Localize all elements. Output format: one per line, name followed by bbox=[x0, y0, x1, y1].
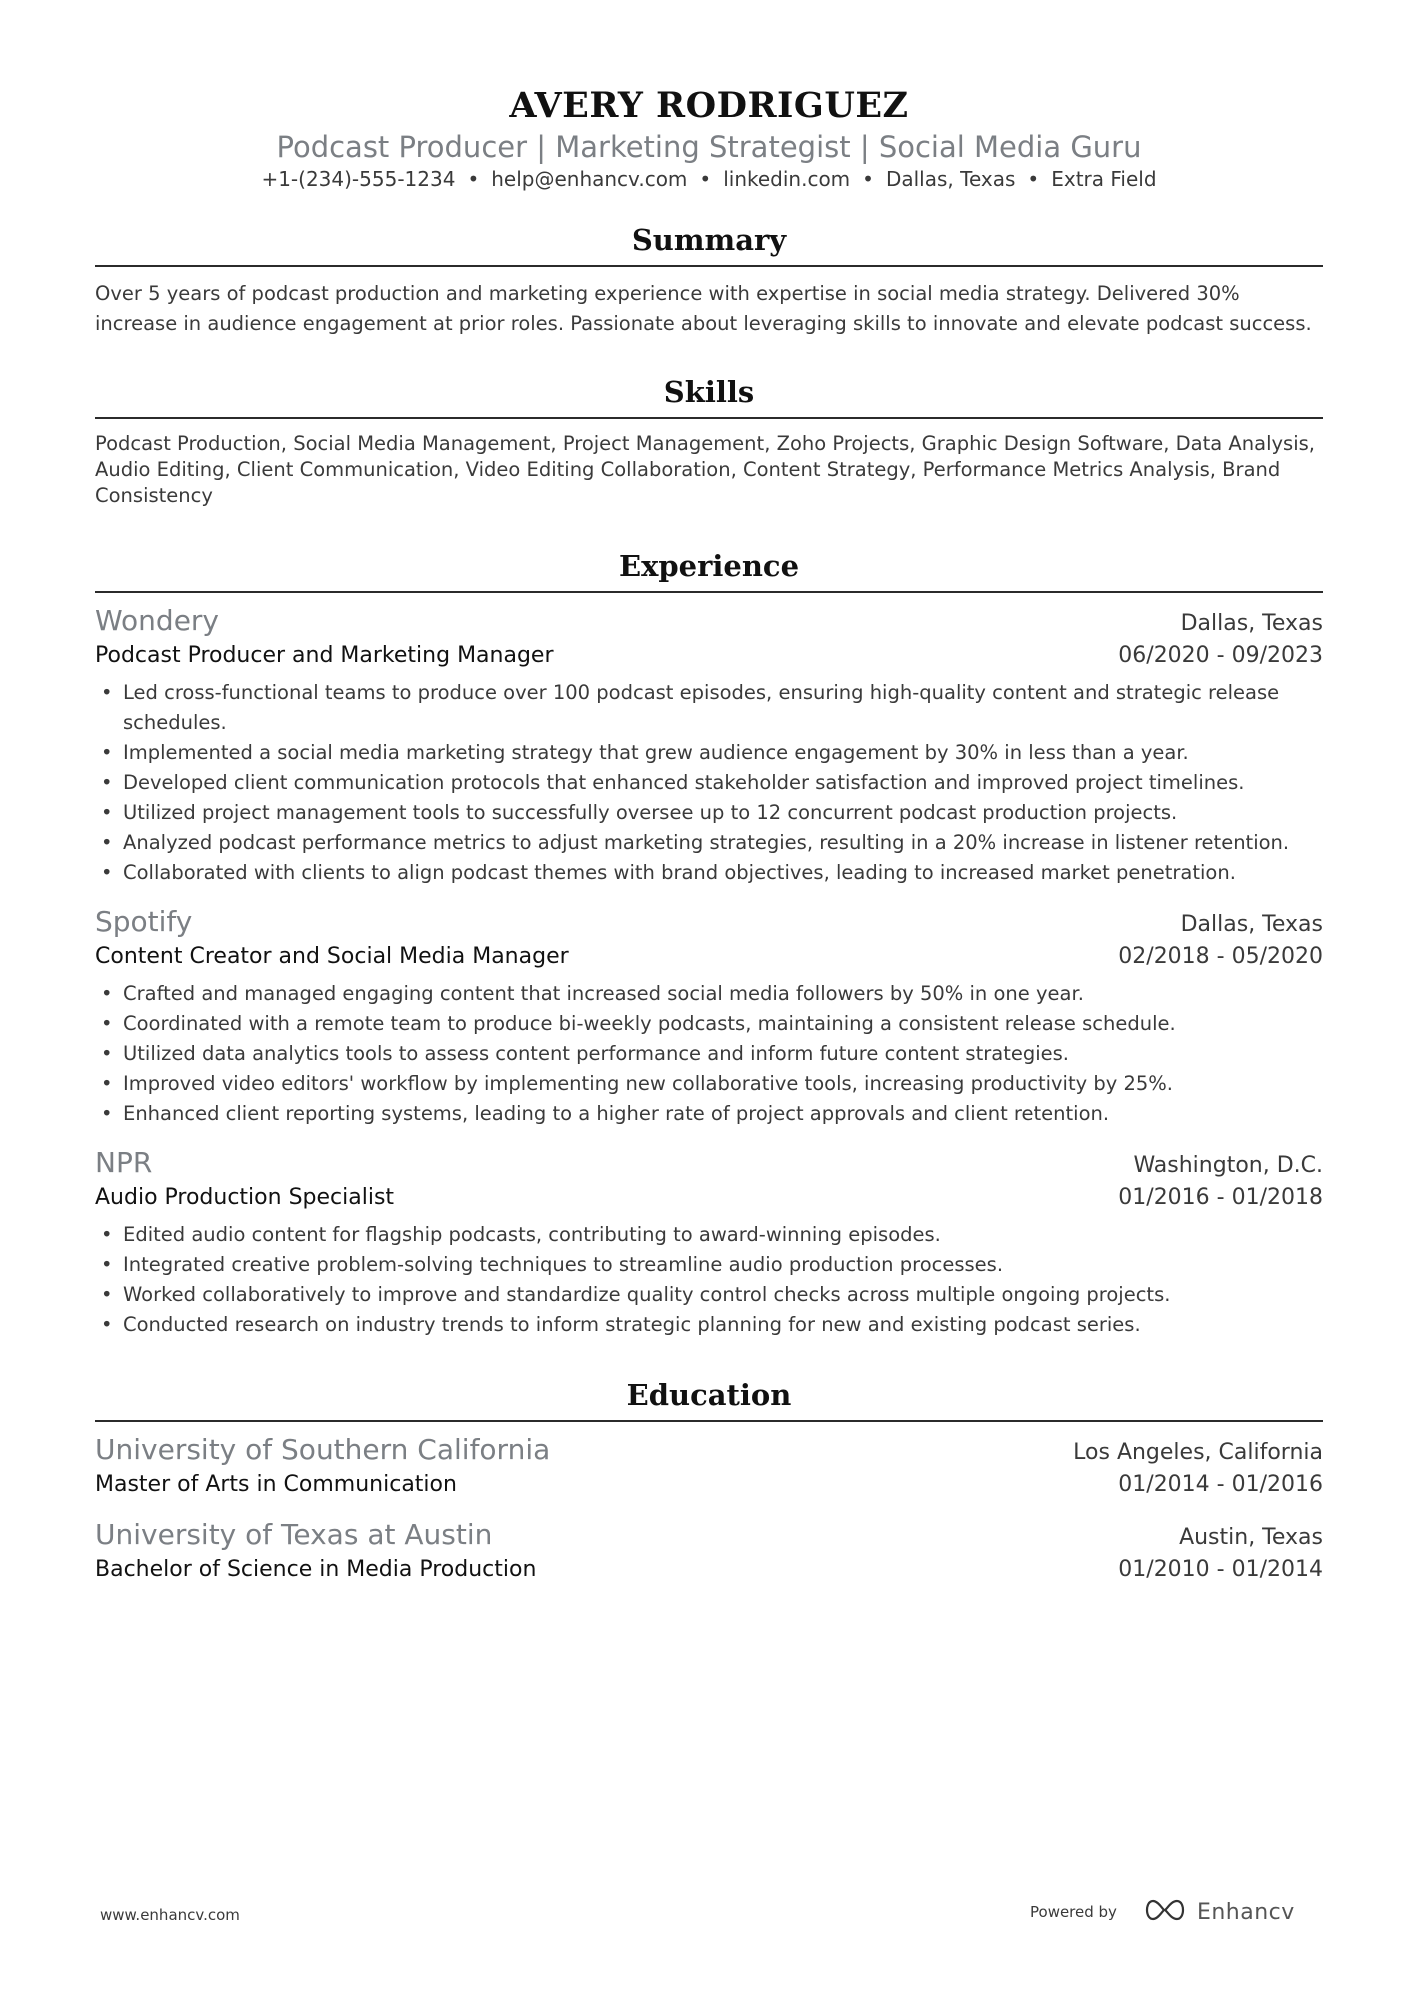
section-divider bbox=[95, 417, 1323, 419]
education-entry bbox=[95, 1517, 1323, 1586]
job-location: Washington, D.C. bbox=[1133, 1153, 1323, 1178]
job-location: Dallas, Texas bbox=[1180, 912, 1323, 937]
bullet-item: • Worked collaboratively to improve and standardize quality control checks across multiple ongoing projects. bbox=[95, 1280, 1323, 1310]
summary-section bbox=[95, 221, 1323, 339]
separator-dot: • bbox=[1027, 167, 1040, 191]
brand-name[interactable]: Enhancv bbox=[1196, 1899, 1295, 1925]
bullet-item: • Developed client communication protocols that enhanced stakeholder satisfaction and improved project timelines. bbox=[95, 768, 1323, 798]
company-name: NPR bbox=[95, 1146, 153, 1179]
company-name: Wondery bbox=[95, 604, 220, 637]
phone: +1-(234)-555-1234 bbox=[261, 167, 456, 191]
job-location: Dallas, Texas bbox=[1180, 611, 1323, 636]
bullet-item: • Crafted and managed engaging content that increased social media followers by 50% in one year. bbox=[95, 979, 1323, 1009]
section-divider bbox=[95, 591, 1323, 593]
enhancv-logo-icon bbox=[1141, 1897, 1189, 1927]
bullet-item: • Enhanced client reporting systems, leading to a higher rate of project approvals and client retention. bbox=[95, 1099, 1323, 1129]
education-section bbox=[95, 1376, 1323, 1586]
separator-dot: • bbox=[862, 167, 874, 191]
skills-text: Podcast Production, Social Media Management, Project Management, Zoho Projects, Graphic Design Software, Data Analysis, Audio Editing, Client Communication, Video Editing Collaboration, Content Strategy, Performance Metrics Analysis, Brand Consistency bbox=[95, 432, 1315, 507]
bullet-item: • Implemented a social media marketing strategy that grew audience engagement by 30% in less than a year. bbox=[95, 738, 1323, 768]
summary-text: Over 5 years of podcast production and marketing experience with expertise in social media strategy. Delivered 30% increase in audience engagement at prior roles. Passionate about leveraging skills to innovate and elevate podcast success. bbox=[95, 282, 1312, 335]
bullet-item: • Utilized data analytics tools to assess content performance and inform future content strategies. bbox=[95, 1039, 1323, 1069]
bullet-item: • Analyzed podcast performance metrics to adjust marketing strategies, resulting in a 20% increase in listener retention. bbox=[95, 828, 1323, 858]
school-name: University of Texas at Austin bbox=[95, 1518, 493, 1551]
job-entry bbox=[95, 1145, 1323, 1340]
job-bullets bbox=[95, 1220, 1323, 1340]
skills-section bbox=[95, 373, 1323, 509]
resume-page bbox=[95, 0, 1323, 1586]
bullet-item: • Improved video editors' workflow by implementing new collaborative tools, increasing productivity by 25%. bbox=[95, 1069, 1323, 1099]
bullet-item: • Conducted research on industry trends to inform strategic planning for new and existing podcast series. bbox=[95, 1310, 1323, 1340]
job-role: Audio Production Specialist bbox=[95, 1185, 395, 1210]
linkedin: linkedin.com bbox=[723, 167, 851, 191]
job-dates: 06/2020 - 09/2023 bbox=[1118, 643, 1323, 668]
bullet-item: • Led cross-functional teams to produce over 100 podcast episodes, ensuring high-quality content and strategic release schedules. bbox=[95, 678, 1323, 738]
separator-dot: • bbox=[467, 167, 480, 191]
company-name: Spotify bbox=[95, 905, 193, 938]
job-role: Content Creator and Social Media Manager bbox=[95, 944, 569, 969]
experience-heading: Experience bbox=[618, 549, 800, 583]
job-dates: 02/2018 - 05/2020 bbox=[1118, 944, 1323, 969]
bullet-item: • Edited audio content for flagship podcasts, contributing to award-winning episodes. bbox=[95, 1220, 1323, 1250]
job-entry bbox=[95, 603, 1323, 888]
footer-website[interactable]: www.enhancv.com bbox=[100, 1906, 240, 1924]
school-location: Austin, Texas bbox=[1179, 1525, 1323, 1550]
school-name: University of Southern California bbox=[95, 1433, 551, 1466]
degree: Master of Arts in Communication bbox=[95, 1472, 457, 1497]
separator-dot: • bbox=[699, 167, 712, 191]
summary-heading: Summary bbox=[631, 223, 787, 257]
job-bullets bbox=[95, 979, 1323, 1129]
location: Dallas, Texas bbox=[885, 167, 1016, 191]
experience-section bbox=[95, 547, 1323, 1340]
skills-heading: Skills bbox=[663, 375, 755, 409]
bullet-item: • Collaborated with clients to align podcast themes with brand objectives, leading to increased market penetration. bbox=[95, 858, 1323, 888]
candidate-name: AVERY RODRIGUEZ bbox=[509, 85, 909, 126]
section-divider bbox=[95, 1420, 1323, 1422]
education-heading: Education bbox=[626, 1378, 792, 1412]
contact-line bbox=[95, 165, 1323, 193]
bullet-item: • Integrated creative problem-solving techniques to streamline audio production processes. bbox=[95, 1250, 1323, 1280]
footer-branding bbox=[1030, 1897, 1295, 1927]
candidate-title: Podcast Producer | Marketing Strategist | Social Media Guru bbox=[276, 130, 1142, 164]
education-entry bbox=[95, 1432, 1323, 1501]
education-dates: 01/2014 - 01/2016 bbox=[1118, 1472, 1323, 1497]
bullet-item: • Utilized project management tools to successfully oversee up to 12 concurrent podcast production projects. bbox=[95, 798, 1323, 828]
job-entry bbox=[95, 904, 1323, 1129]
job-dates: 01/2016 - 01/2018 bbox=[1118, 1185, 1323, 1210]
school-location: Los Angeles, California bbox=[1073, 1440, 1323, 1465]
education-dates: 01/2010 - 01/2014 bbox=[1118, 1557, 1323, 1582]
extra-field: Extra Field bbox=[1051, 167, 1157, 191]
job-bullets bbox=[95, 678, 1323, 888]
job-role: Podcast Producer and Marketing Manager bbox=[95, 643, 554, 668]
section-divider bbox=[95, 265, 1323, 267]
powered-by-label: Powered by bbox=[1030, 1903, 1117, 1921]
email: help@enhancv.com bbox=[491, 167, 688, 191]
bullet-item: • Coordinated with a remote team to produce bi-weekly podcasts, maintaining a consistent release schedule. bbox=[95, 1009, 1323, 1039]
degree: Bachelor of Science in Media Production bbox=[95, 1557, 537, 1582]
